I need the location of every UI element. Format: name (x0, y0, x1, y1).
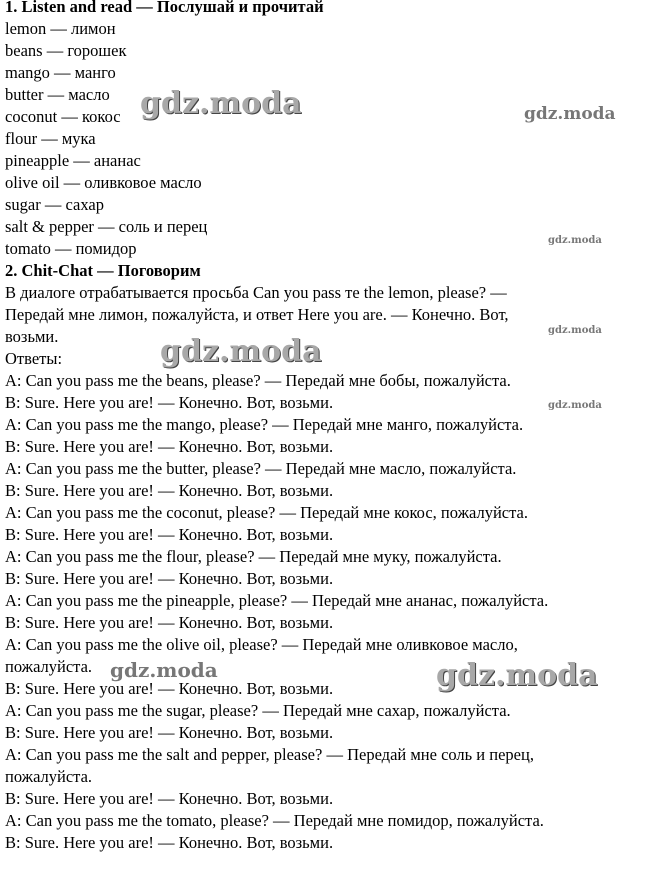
dialog-line: B: Sure. Here you are! — Конечно. Вот, возьми. (5, 437, 334, 456)
dialog-line: B: Sure. Here you are! — Конечно. Вот, возьми. (5, 723, 334, 742)
vocabulary-item: mango — манго (5, 63, 116, 82)
watermark-logo: gdz.moda (160, 334, 322, 369)
vocabulary-item: butter — масло (5, 85, 110, 104)
dialog-line: A: Can you pass me the coconut, please? — Передай мне кокос, пожалуйста. (5, 503, 528, 522)
watermark-logo: gdz.moda (548, 325, 602, 336)
watermark-logo: gdz.moda (110, 658, 218, 682)
dialog-line: B: Sure. Here you are! — Конечно. Вот, возьми. (5, 525, 334, 544)
vocabulary-list (5, 18, 645, 260)
dialog-line: пожалуйста. (5, 767, 93, 786)
dialog-line: B: Sure. Here you are! — Конечно. Вот, возьми. (5, 679, 334, 698)
vocabulary-item: sugar — сахар (5, 195, 104, 214)
dialog-line: B: Sure. Here you are! — Конечно. Вот, возьми. (5, 789, 334, 808)
intro-text-line-1: В диалоге отрабатывается просьба Can you pass те the lemon, please? — (5, 283, 507, 302)
watermark-logo: gdz.moda (548, 235, 602, 246)
vocabulary-item: tomato — помидор (5, 239, 137, 258)
dialog-line: A: Can you pass me the olive oil, please? — Передай мне оливковое масло, (5, 635, 518, 654)
vocabulary-item: salt & pepper — соль и перец (5, 217, 208, 236)
section-1-heading: 1. Listen and read — Послушай и прочитай (5, 0, 324, 16)
dialog-line: A: Can you pass me the butter, please? — Передай мне масло, пожалуйста. (5, 459, 517, 478)
intro-text-line-3: возьми. (5, 327, 59, 346)
watermark-logo: gdz.moda (548, 400, 602, 411)
dialog-line: B: Sure. Here you are! — Конечно. Вот, возьми. (5, 481, 334, 500)
vocabulary-item: olive oil — оливковое масло (5, 173, 202, 192)
dialog-line: A: Can you pass me the flour, please? — Передай мне муку, пожалуйста. (5, 547, 502, 566)
vocabulary-item: beans — горошек (5, 41, 127, 60)
dialog-line: B: Sure. Here you are! — Конечно. Вот, возьми. (5, 393, 334, 412)
dialog-line: A: Can you pass me the tomato, please? — Передай мне помидор, пожалуйста. (5, 811, 544, 830)
answers-label: Ответы: (5, 349, 63, 368)
vocabulary-item: lemon — лимон (5, 19, 116, 38)
vocabulary-item: flour — мука (5, 129, 96, 148)
dialog-line: B: Sure. Here you are! — Конечно. Вот, возьми. (5, 569, 334, 588)
vocabulary-item: pineapple — ананас (5, 151, 141, 170)
dialog-line: A: Can you pass me the pineapple, please? — Передай мне ананас, пожалуйста. (5, 591, 549, 610)
watermark-logo: gdz.moda (524, 104, 616, 124)
vocabulary-item: coconut — кокос (5, 107, 121, 126)
dialog-line: B: Sure. Here you are! — Конечно. Вот, возьми. (5, 833, 334, 852)
dialog-line: A: Can you pass me the beans, please? — Передай мне бобы, пожалуйста. (5, 371, 511, 390)
watermark-logo: gdz.moda (436, 658, 598, 693)
dialog-list (5, 370, 645, 854)
dialog-line: пожалуйста. (5, 657, 93, 676)
dialog-line: A: Can you pass me the salt and pepper, please? — Передай мне соль и перец, (5, 745, 534, 764)
watermark-logo: gdz.moda (140, 86, 302, 121)
dialog-line: B: Sure. Here you are! — Конечно. Вот, возьми. (5, 613, 334, 632)
intro-text-line-2: Передай мне лимон, пожалуйста, и ответ Here you are. — Конечно. Вот, (5, 305, 509, 324)
section-2-heading: 2. Chit-Chat — Поговорим (5, 261, 201, 280)
dialog-line: A: Can you pass me the sugar, please? — Передай мне сахар, пожалуйста. (5, 701, 511, 720)
dialog-line: A: Can you pass me the mango, please? — Передай мне манго, пожалуйста. (5, 415, 524, 434)
document-body (5, 0, 645, 854)
